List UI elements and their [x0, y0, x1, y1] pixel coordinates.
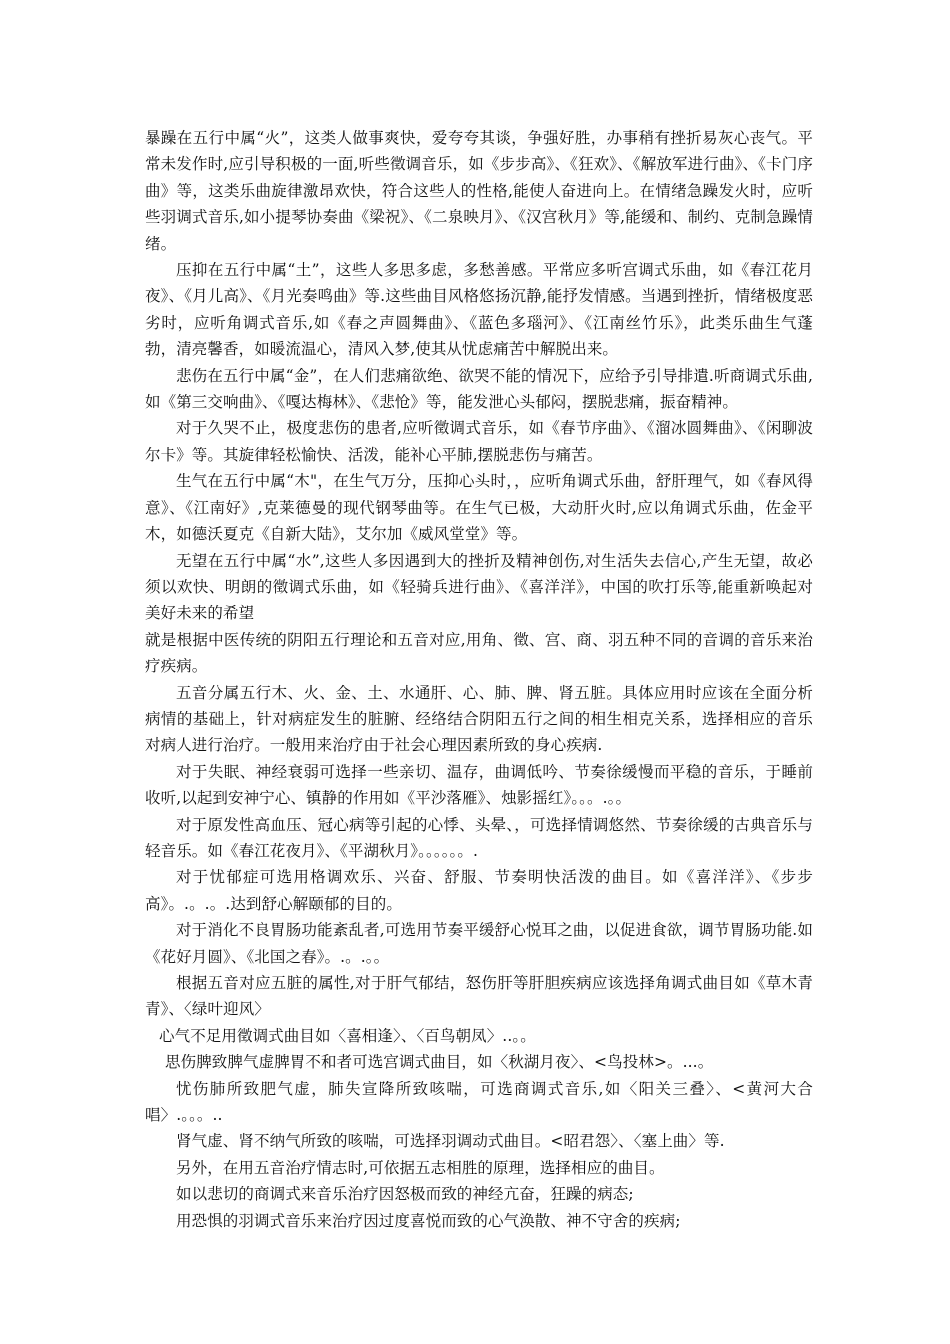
paragraph-hopeless: 无望在五行中属“水”,这些人多因遇到大的挫折及精神创伤,对生活失去信心,产生无望，故必须以欢快、明朗的徵调式乐曲，如《轻骑兵进行曲》、《喜洋洋》，中国的吹打乐等,能重新唤起对美好未来的希望 [145, 551, 813, 623]
paragraph-five-tones: 五音分属五行木、火、金、土、水通肝、心、肺、脾、肾五脏。具体应用时应该在全面分析病情的基础上，针对病症发生的脏腑、经络结合阴阳五行之间的相生相克关系，选择相应的音乐对病人进行治疗。一般用来治疗由于社会心理因素所致的身心疾病. [145, 683, 813, 755]
paragraph-crying: 对于久哭不止，极度悲伤的患者,应听徵调式音乐，如《春节序曲》、《溜冰圆舞曲》、《闲聊波尔卡》等。其旋律轻松愉快、活泼，能补心平肺,摆脱悲伤与痛苦。 [145, 419, 813, 464]
paragraph-grief: 悲伤在五行中属“金”，在人们悲痛欲绝、欲哭不能的情况下，应给予引导排遣.听商调式乐曲,如《第三交响曲》、《嘎达梅林》、《悲怆》等，能发泄心头郁闷，摆脱悲痛，振奋精神。 [145, 366, 813, 412]
document-body [145, 125, 813, 1234]
paragraph-kidney: 肾气虚、肾不纳气所致的咳喘，可选择羽调动式曲目。<昭君怨〉、〈塞上曲〉等. [176, 1132, 725, 1151]
paragraph-insomnia: 对于失眠、神经衰弱可选择一些亲切、温存，曲调低吟、节奏徐缓慢而平稳的音乐，于睡前收听,以起到安神宁心、镇静的作用如《平沙落雁》、烛影摇红》。。。.。。 [145, 762, 813, 808]
paragraph-principle: 就是根据中医传统的阴阳五行理论和五音对应,用角、徵、宫、商、羽五种不同的音调的音乐来治疗疾病。 [145, 630, 813, 676]
paragraph-lung: 忧伤肺所致肥气虚，肺失宣降所致咳喘，可选商调式音乐,如〈阳关三叠〉、<黄河大合唱〉.。。。.. [145, 1079, 813, 1125]
paragraph-angry-wood: 生气在五行中属“木"，在生气万分，压抑心头时，，应听角调式乐曲，舒肝理气，如《春风得意》、《江南好》,克莱德曼的现代钢琴曲等。在生气已极，大动肝火时,应以角调式乐曲，佐金平木，如德沃夏克《自新大陆》，艾尔加《威风堂堂》等。 [145, 472, 813, 544]
paragraph-hypertension: 对于原发性高血压、冠心病等引起的心悸、头晕、，可选择情调悠然、节奏徐缓的古典音乐与轻音乐。如《春江花夜月》、《平湖秋月》。。。。。。. [145, 815, 813, 860]
paragraph-sorrow-anger: 如以悲切的商调式来音乐治疗因怒极而致的神经亢奋，狂躁的病态; [176, 1185, 634, 1204]
paragraph-spleen: 思伤脾致脾气虚脾胃不和者可选宫调式曲目，如〈秋湖月夜〉、<鸟投林>。...。 [165, 1053, 714, 1072]
paragraph-emotions: 另外，在用五音治疗情志时,可依据五志相胜的原理，选择相应的曲目。 [176, 1158, 665, 1177]
paragraph-liver: 根据五音对应五脏的属性,对于肝气郁结，怒伤肝等肝胆疾病应该选择角调式曲目如《草木青青》、〈绿叶迎风〉 [145, 974, 813, 1019]
paragraph-depression: 压抑在五行中属“土”，这些人多思多虑，多愁善感。平常应多听宫调式乐曲，如《春江花月夜》、《月儿高》、《月光奏鸣曲》等.这些曲目风格悠扬沉静,能抒发情感。当遇到挫折，情绪极度恶劣时，应听角调式音乐,如《春之声圆舞曲》、《蓝色多瑙河》、《江南丝竹乐》，此类乐曲生气蓬勃，清亮馨香，如暖流温心，清风入梦,使其从忧虑痛苦中解脱出来。 [145, 261, 813, 359]
paragraph-heart: 心气不足用徵调式曲目如〈喜相逢〉、〈百鸟朝凤〉..。。 [159, 1026, 536, 1045]
paragraph-fear-joy: 用恐惧的羽调式音乐来治疗因过度喜悦而致的心气涣散、神不守舍的疾病; [176, 1211, 681, 1230]
paragraph-anger: 暴躁在五行中属“火”，这类人做事爽快，爱夸夸其谈，争强好胜，办事稍有挫折易灰心丧气。平常未发作时,应引导积极的一面,听些徵调音乐，如《步步高》、《狂欢》、《解放军进行曲》、《卡门序曲》等，这类乐曲旋律激昂欢快，符合这些人的性格,能使人奋进向上。在情绪急躁发火时，应听些羽调式音乐,如小提琴协奏曲《梁祝》、《二泉映月》、《汉宫秋月》等,能缓和、制约、克制急躁情绪。 [145, 129, 813, 253]
paragraph-melancholy: 对于忧郁症可选用格调欢乐、兴奋、舒服、节奏明快活泼的曲目。如《喜洋洋》、《步步高》。.。.。.达到舒心解颐郁的目的。 [145, 868, 813, 913]
paragraph-digestion: 对于消化不良胃肠功能紊乱者,可选用节奏平缓舒心悦耳之曲，以促进食欲，调节胃肠功能.如《花好月圆》、《北国之春》。.。.。。 [145, 921, 813, 966]
